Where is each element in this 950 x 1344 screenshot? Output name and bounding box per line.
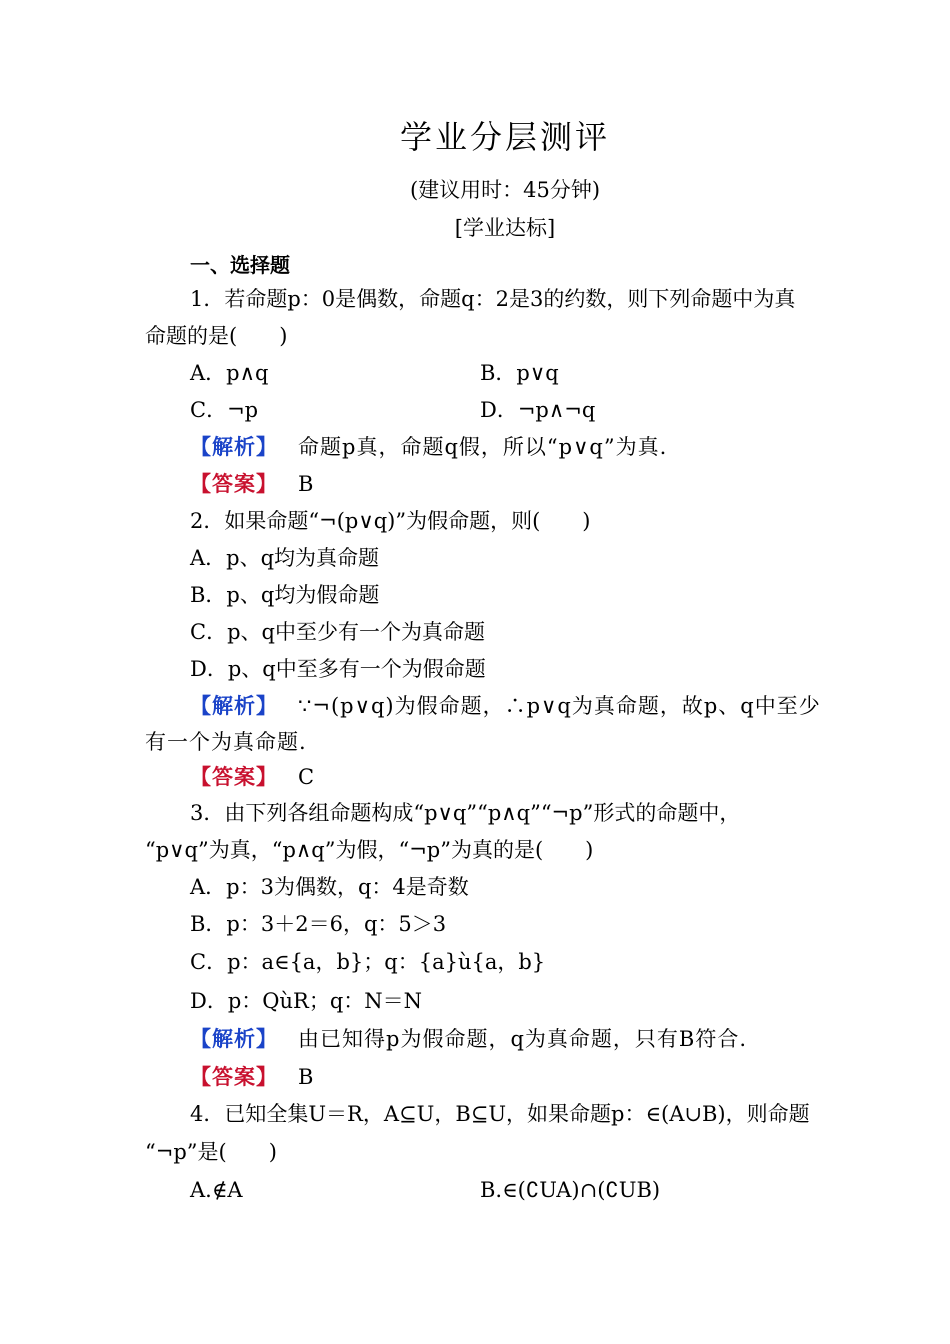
analysis-label: 【解析】 [190,435,278,459]
q2-analysis-text1: ∵¬(p∨q)为假命题，∴p∨q为真命题，故p、q中至少 [298,694,821,718]
q3-option-b: B．p：3＋2＝6，q：5＞3 [190,912,447,936]
q1-option-c: C．¬p [190,398,259,422]
q3-analysis-text: 由已知得p为假命题，q为真命题，只有B符合. [298,1027,747,1051]
q1-option-a: A．p∧q [190,361,269,385]
q3-answer-text: B [298,1065,315,1089]
q4-stem-line2: “¬p”是( ) [145,1140,277,1164]
q1-option-b: B．p∨q [480,361,559,385]
q1-stem-line1: 1．若命题p：0是偶数，命题q：2是3的约数，则下列命题中为真 [190,287,796,311]
q3-analysis [190,1024,747,1054]
q2-analysis [190,691,821,721]
time-suggestion: (建议用时：45分钟) [409,178,601,202]
q2-option-a: A．p、q均为真命题 [190,546,380,570]
q2-analysis-text2: 有一个为真命题. [145,730,307,754]
q2-stem: 2．如果命题“¬(p∨q)”为假命题，则( ) [190,509,591,533]
analysis-label: 【解析】 [190,694,278,718]
q1-analysis [190,432,667,462]
q3-answer [190,1062,314,1092]
page-title: 学业分层测评 [399,118,610,156]
section-label: [学业达标] [454,216,556,240]
q2-answer-text: C [298,765,316,789]
answer-label: 【答案】 [190,1065,278,1089]
q3-option-d: D．p：QùR；q：N＝N [190,989,423,1013]
q3-stem-line1: 3．由下列各组命题构成“p∨q”“p∧q”“¬p”形式的命题中， [190,801,741,825]
analysis-label: 【解析】 [190,1027,278,1051]
q3-stem-line2: “p∨q”为真，“p∧q”为假，“¬p”为真的是( ) [145,838,594,862]
q2-answer [190,762,315,792]
q3-option-c: C．p：a∈{a，b}；q：{a}ù{a，b} [190,950,546,974]
answer-label: 【答案】 [190,472,278,496]
q1-stem-line2: 命题的是( ) [145,324,288,348]
q4-option-a: A.∉A [190,1178,243,1202]
q2-option-d: D．p、q中至多有一个为假命题 [190,657,486,681]
answer-label: 【答案】 [190,765,278,789]
q1-answer [190,469,314,499]
q4-option-b: B.∈(∁UA)∩(∁UB) [480,1178,661,1202]
q1-analysis-text: 命题p真，命题q假，所以“p∨q”为真. [298,435,668,459]
q4-stem-line1: 4．已知全集U＝R，A⊆U，B⊆U，如果命题p：∈(A∪B)，则命题 [190,1102,810,1126]
q1-answer-text: B [298,472,315,496]
q2-option-c: C．p、q中至少有一个为真命题 [190,620,485,644]
q2-option-b: B．p、q均为假命题 [190,583,380,607]
q1-option-d: D．¬p∧¬q [480,398,596,422]
q3-option-a: A．p：3为偶数，q：4是奇数 [190,875,469,899]
part-heading: 一、选择题 [190,253,290,277]
